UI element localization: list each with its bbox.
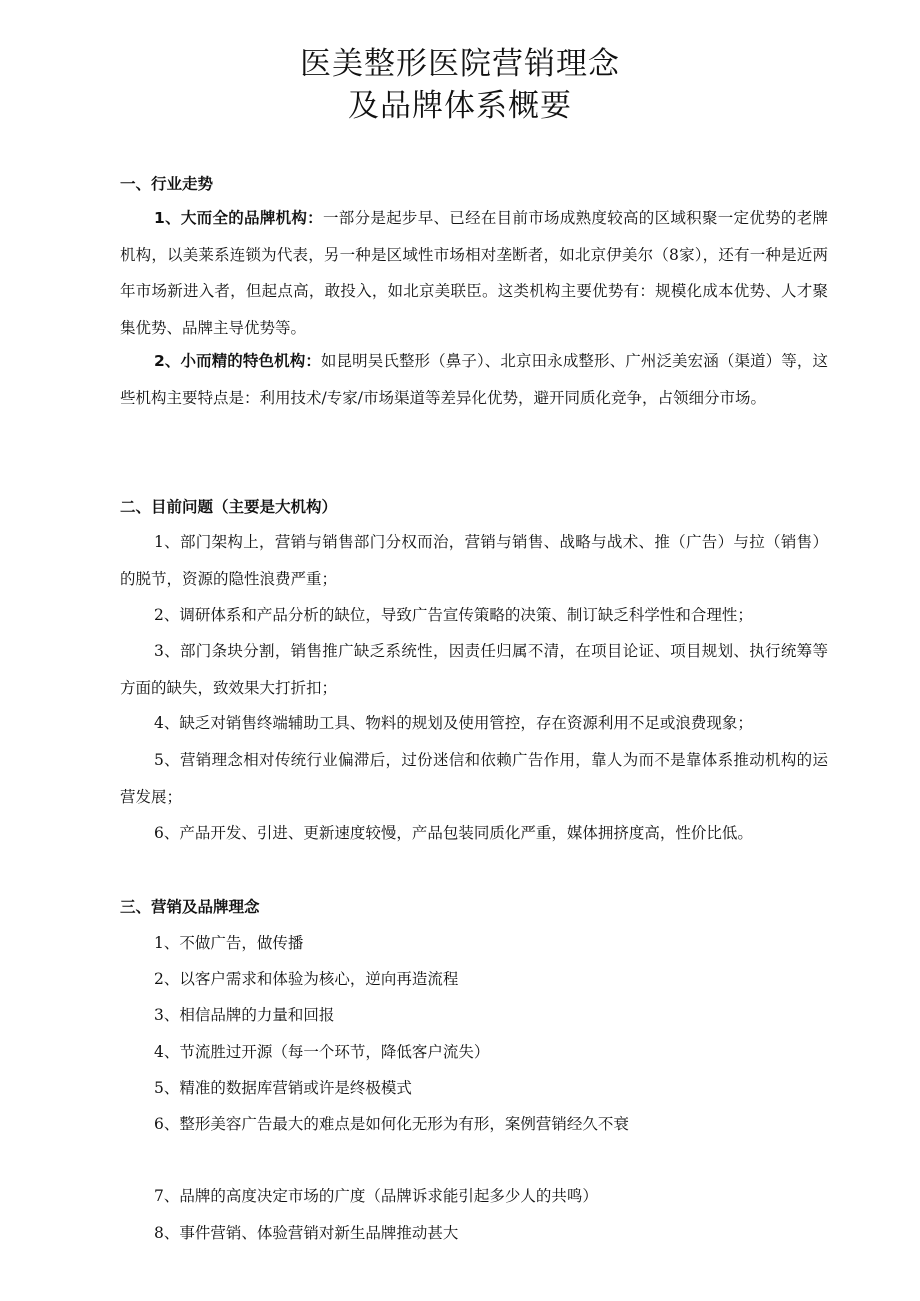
section-2-item-6: 6、产品开发、引进、更新速度较慢，产品包装同质化严重，媒体拥挤度高，性价比低。 <box>154 824 753 842</box>
section-2-item-3: 3、部门条块分割，销售推广缺乏系统性，因责任归属不清，在项目论证、项目规划、执行统筹等方面的缺失，致效果大打折扣； <box>120 642 828 697</box>
document-title-line-1: 医美整形医院营销理念 <box>300 46 620 82</box>
paragraph-1-text: 一部分是起步早、已经在目前市场成熟度较高的区域积聚一定优势的老牌机构，以美莱系连锁为代表，另一种是区域性市场相对垄断者，如北京伊美尔（8家），还有一种是近两年市场新进入者，但起点高，敢投入，如北京美联臣。这类机构主要优势有：规模化成本优势、人才聚集优势、品牌主导优势等。 <box>120 209 828 337</box>
section-1-heading: 一、行业走势 <box>120 175 214 193</box>
section-3-item-2: 2、以客户需求和体验为核心，逆向再造流程 <box>154 970 459 988</box>
section-3-item-7: 7、品牌的高度决定市场的广度（品牌诉求能引起多少人的共鸣） <box>154 1187 598 1205</box>
section-2-item-5: 5、营销理念相对传统行业偏滞后，过份迷信和依赖广告作用，靠人为而不是靠体系推动机构的运营发展； <box>120 751 828 806</box>
paragraph-1-label: 1、大而全的品牌机构： <box>154 209 323 227</box>
paragraph-2-text: 如昆明吴氏整形（鼻子）、北京田永成整形、广州泛美宏涵（渠道）等，这些机构主要特点是：利用技术/专家/市场渠道等差异化优势，避开同质化竞争，占领细分市场。 <box>120 352 828 407</box>
document-title-line-2: 及品牌体系概要 <box>348 88 572 124</box>
section-3-item-5: 5、精准的数据库营销或许是终极模式 <box>154 1079 412 1097</box>
section-2-item-4: 4、缺乏对销售终端辅助工具、物料的规划及使用管控，存在资源利用不足或浪费现象； <box>154 714 753 732</box>
section-3-item-3: 3、相信品牌的力量和回报 <box>154 1006 335 1024</box>
section-1-paragraph-1 <box>120 200 828 346</box>
paragraph-2-label: 2、小而精的特色机构： <box>154 352 321 370</box>
section-3-item-6: 6、整形美容广告最大的难点是如何化无形为有形，案例营销经久不衰 <box>154 1115 629 1133</box>
section-1-paragraph-2 <box>120 343 828 416</box>
section-3-item-1: 1、不做广告，做传播 <box>154 934 304 952</box>
section-3-heading: 三、营销及品牌理念 <box>120 898 260 916</box>
section-3-item-8: 8、事件营销、体验营销对新生品牌推动甚大 <box>154 1224 459 1242</box>
section-2-heading: 二、目前问题（主要是大机构） <box>120 498 338 516</box>
section-2-item-1: 1、部门架构上，营销与销售部门分权而治，营销与销售、战略与战术、推（广告）与拉（销售）的脱节，资源的隐性浪费严重； <box>120 533 828 588</box>
section-3-item-4: 4、节流胜过开源（每一个环节，降低客户流失） <box>154 1043 490 1061</box>
section-2-item-2: 2、调研体系和产品分析的缺位，导致广告宣传策略的决策、制订缺乏科学性和合理性； <box>154 606 753 624</box>
